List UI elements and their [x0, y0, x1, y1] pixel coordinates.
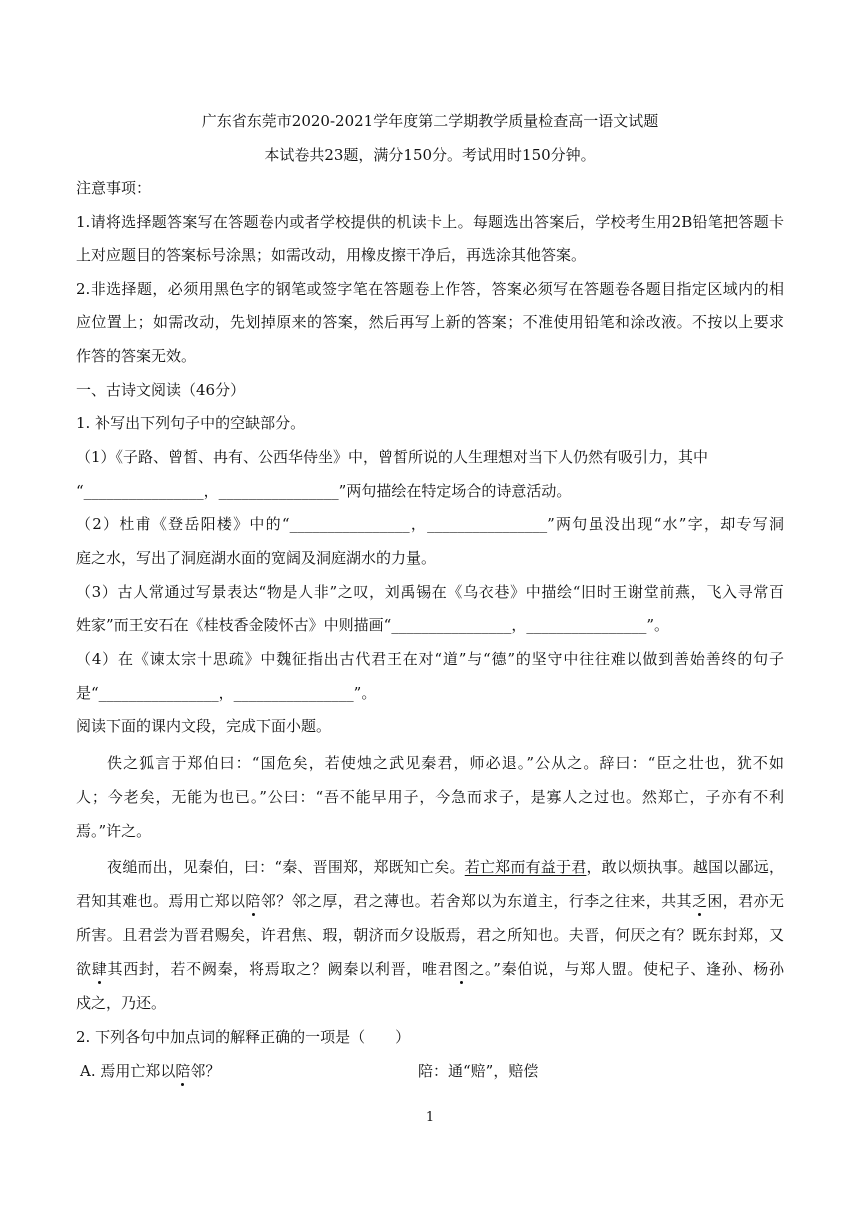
question-2-option-a-explanation: 陪：通“赔”，赔偿 — [418, 1062, 539, 1080]
question-2-stem: 2. 下列各句中加点词的解释正确的一项是（ ） — [76, 1028, 411, 1046]
question-1-item-4-line-1: （4）在《谏太宗十思疏》中魏征指出古代君王在对“道”与“德”的坚守中往往难以做到善始善终的句子 — [76, 650, 784, 668]
dotted-word: 陪 — [175, 1062, 191, 1080]
option-text: 邻？ — [190, 1062, 221, 1080]
notice-item-1-line-2: 上对应题目的答案标号涂黑；如需改动，用橡皮擦干净后，再选涂其他答案。 — [76, 246, 587, 264]
question-1-item-1-line-2: “________________，________________”两句描绘在特定场合的诗意活动。 — [76, 482, 572, 500]
passage-paragraph-1-line-2: 人；今老矣，无能为也已。”公曰：“吾不能早用子，今急而求子，是寡人之过也。然郑亡，子亦有不利 — [76, 788, 784, 806]
passage-paragraph-2-line-1 — [107, 857, 784, 877]
passage-text: ，敢以烦执事。越国以鄙远， — [586, 858, 784, 876]
passage-paragraph-2-line-5: 戍之，乃还。 — [76, 994, 167, 1012]
passage-text: 君知其难也。焉用亡郑以 — [76, 892, 246, 910]
notice-heading: 注意事项： — [76, 179, 152, 197]
passage-paragraph-1-line-3: 焉。”许之。 — [76, 822, 152, 840]
dotted-word: 肆 — [91, 960, 108, 978]
page-number: 1 — [425, 1110, 435, 1125]
option-text: A. 焉用亡郑以 — [80, 1062, 176, 1080]
question-1-item-1-line-1: （1）《子路、曾皙、冉有、公西华侍坐》中，曾皙所说的人生理想对当下人仍然有吸引力，其中 — [76, 448, 709, 466]
dotted-word: 图 — [453, 960, 470, 978]
notice-item-1-line-1: 1.请将选择题答案写在答题卷内或者学校提供的机读卡上。每题选出答案后，学校考生用2B铅笔把答题卡 — [76, 213, 784, 231]
dotted-word: 乏 — [691, 892, 708, 910]
passage-text: 欲 — [76, 960, 92, 978]
question-1-item-2-line-1: （2）杜甫《登岳阳楼》中的“________________，________________”两句虽没出现“水”字，却专写洞 — [76, 515, 784, 533]
passage-paragraph-1-line-1: 佚之狐言于郑伯曰：“国危矣，若使烛之武见秦君，师必退。”公从之。辞曰：“臣之壮也，犹不如 — [107, 754, 784, 772]
passage-text: 其西封，若不阙秦，将焉取之？阙秦以利晋，唯君 — [107, 960, 454, 978]
section-heading: 一、古诗文阅读（46分） — [76, 381, 246, 399]
question-1-item-2-line-2: 庭之水，写出了洞庭湖水面的宽阔及洞庭湖水的力量。 — [76, 549, 437, 567]
notice-item-2-line-3: 作答的答案无效。 — [76, 347, 197, 365]
passage-text: 之。”秦伯说，与郑人盟。使杞子、逢孙、杨孙 — [469, 960, 784, 978]
reading-instruction: 阅读下面的课内文段，完成下面小题。 — [76, 717, 332, 735]
passage-paragraph-2-line-2 — [76, 891, 784, 911]
question-1-stem: 1. 补写出下列句子中的空缺部分。 — [76, 414, 306, 432]
passage-text: 夜缒而出，见秦伯，曰：“秦、晋围郑，郑既知亡矣。 — [107, 858, 465, 876]
passage-text: 邻？邻之厚，君之薄也。若舍郑以为东道主，行李之往来，共其 — [260, 892, 692, 910]
passage-text: 困，君亦无 — [707, 892, 784, 910]
dotted-word: 陪 — [245, 892, 261, 910]
underlined-sentence: 若亡郑而有益于君 — [464, 858, 587, 876]
question-2-option-a — [80, 1061, 220, 1081]
passage-paragraph-2-line-3: 所害。且君尝为晋君赐矣，许君焦、瑕，朝济而夕设版焉，君之所知也。夫晋，何厌之有？既东封郑，又 — [76, 926, 784, 944]
passage-paragraph-2-line-4 — [76, 959, 784, 979]
notice-item-2-line-1: 2.非选择题，必须用黑色字的钢笔或签字笔在答题卷上作答，答案必须写在答题卷各题目指定区域内的相 — [76, 280, 784, 298]
question-1-item-3-line-1: （3）古人常通过写景表达“物是人非”之叹，刘禹锡在《乌衣巷》中描绘“旧时王谢堂前燕，飞入寻常百 — [76, 583, 784, 601]
notice-item-2-line-2: 应位置上；如需改动，先划掉原来的答案，然后再写上新的答案；不准使用铅笔和涂改液。不按以上要求 — [76, 313, 784, 331]
page-subtitle: 本试卷共23题，满分150分。考试用时150分钟。 — [264, 146, 596, 164]
page-title: 广东省东莞市2020-2021学年度第二学期教学质量检查高一语文试题 — [201, 112, 659, 130]
question-1-item-3-line-2: 姓家”而王安石在《桂枝香金陵怀古》中则描画“________________，________________”。 — [76, 616, 670, 634]
question-1-item-4-line-2: 是“________________，________________”。 — [76, 684, 377, 702]
